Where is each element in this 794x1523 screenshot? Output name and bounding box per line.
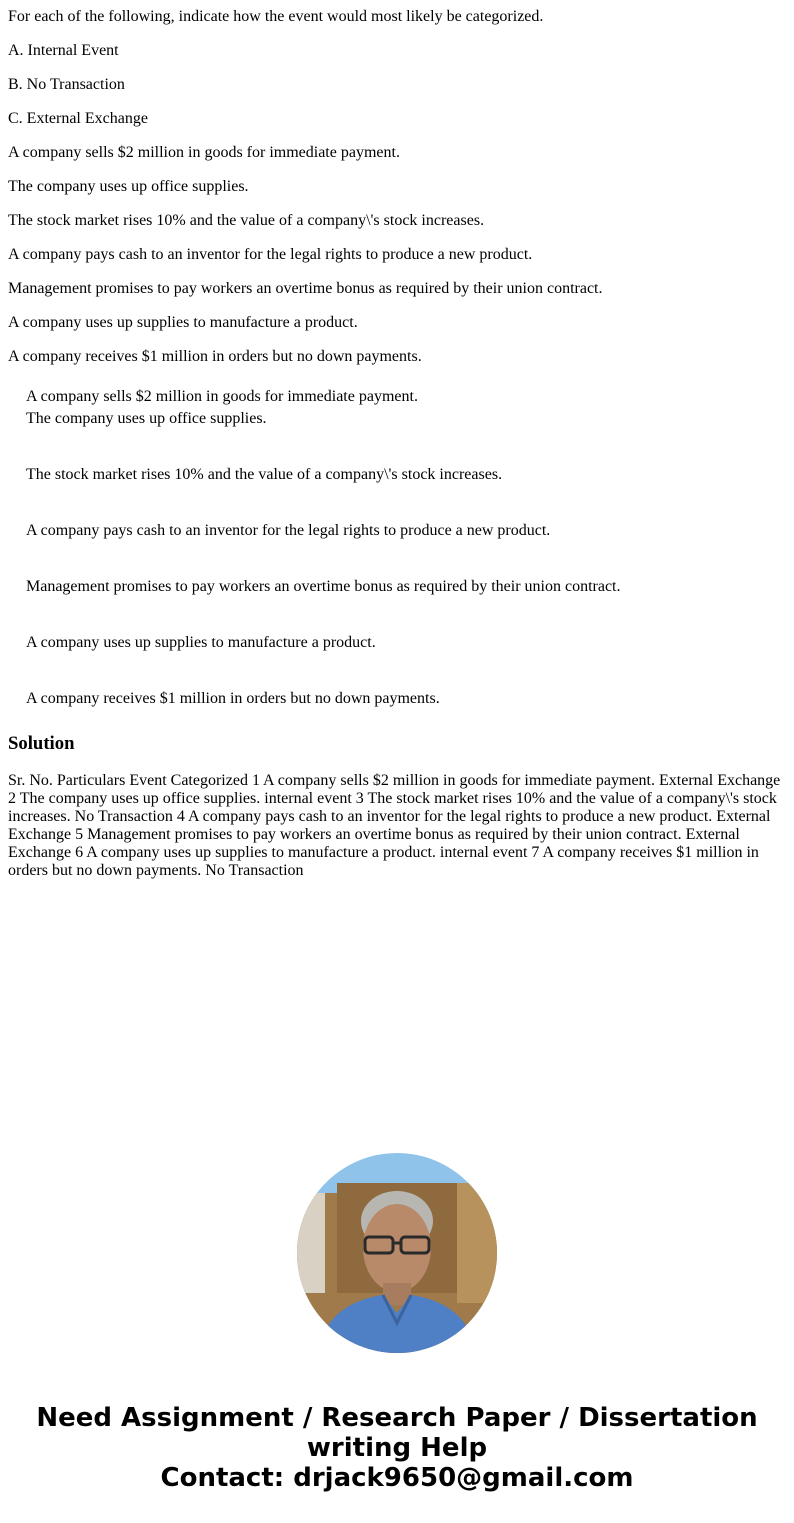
indented-event-1: A company sells $2 million in goods for immediate payment. <box>26 388 418 405</box>
event-1: A company sells $2 million in goods for immediate payment. <box>8 144 400 161</box>
option-a: A. Internal Event <box>8 42 119 59</box>
indented-event-4: A company pays cash to an inventor for the legal rights to produce a new product. <box>26 522 551 539</box>
indented-event-7: A company receives $1 million in orders but no down payments. <box>26 690 440 707</box>
question-prompt: For each of the following, indicate how the event would most likely be categorized. <box>8 8 544 25</box>
promo-line-1: Need Assignment / Research Paper / Dissertation <box>36 1403 758 1433</box>
promo-line-2: writing Help <box>306 1433 488 1463</box>
solution-heading: Solution <box>8 733 75 754</box>
indented-event-5: Management promises to pay workers an overtime bonus as required by their union contract. <box>26 578 621 595</box>
indented-event-3: The stock market rises 10% and the value of a company\'s stock increases. <box>26 466 503 483</box>
option-b: B. No Transaction <box>8 76 125 93</box>
event-7: A company receives $1 million in orders but no down payments. <box>8 348 422 365</box>
author-avatar <box>297 1153 497 1353</box>
promo-contact: Contact: drjack9650@gmail.com <box>160 1463 634 1493</box>
indented-event-6: A company uses up supplies to manufacture a product. <box>26 634 376 651</box>
event-5: Management promises to pay workers an overtime bonus as required by their union contract. <box>8 280 603 297</box>
event-2: The company uses up office supplies. <box>8 178 249 195</box>
promo-banner <box>0 1403 794 1493</box>
indented-event-2: The company uses up office supplies. <box>26 410 267 427</box>
option-c: C. External Exchange <box>8 110 148 127</box>
event-6: A company uses up supplies to manufacture a product. <box>8 314 358 331</box>
event-4: A company pays cash to an inventor for the legal rights to produce a new product. <box>8 246 533 263</box>
author-portrait-image <box>297 1153 497 1353</box>
event-3: The stock market rises 10% and the value of a company\'s stock increases. <box>8 212 485 229</box>
solution-text: Sr. No. Particulars Event Categorized 1 A company sells $2 million in goods for immediate payment. External Exchange 2 The company uses up office supplies. internal event 3 The stock market rises 10% and the value of a company\'s stock increases. No Transaction 4 A company pays cash to an inventor for the legal rights to produce a new product. External Exchange 5 Management promises to pay workers an overtime bonus as required by their union contract. External Exchange 6 A company uses up supplies to manufacture a product. internal event 7 A company receives $1 million in orders but no down payments. No Transaction <box>8 772 781 879</box>
